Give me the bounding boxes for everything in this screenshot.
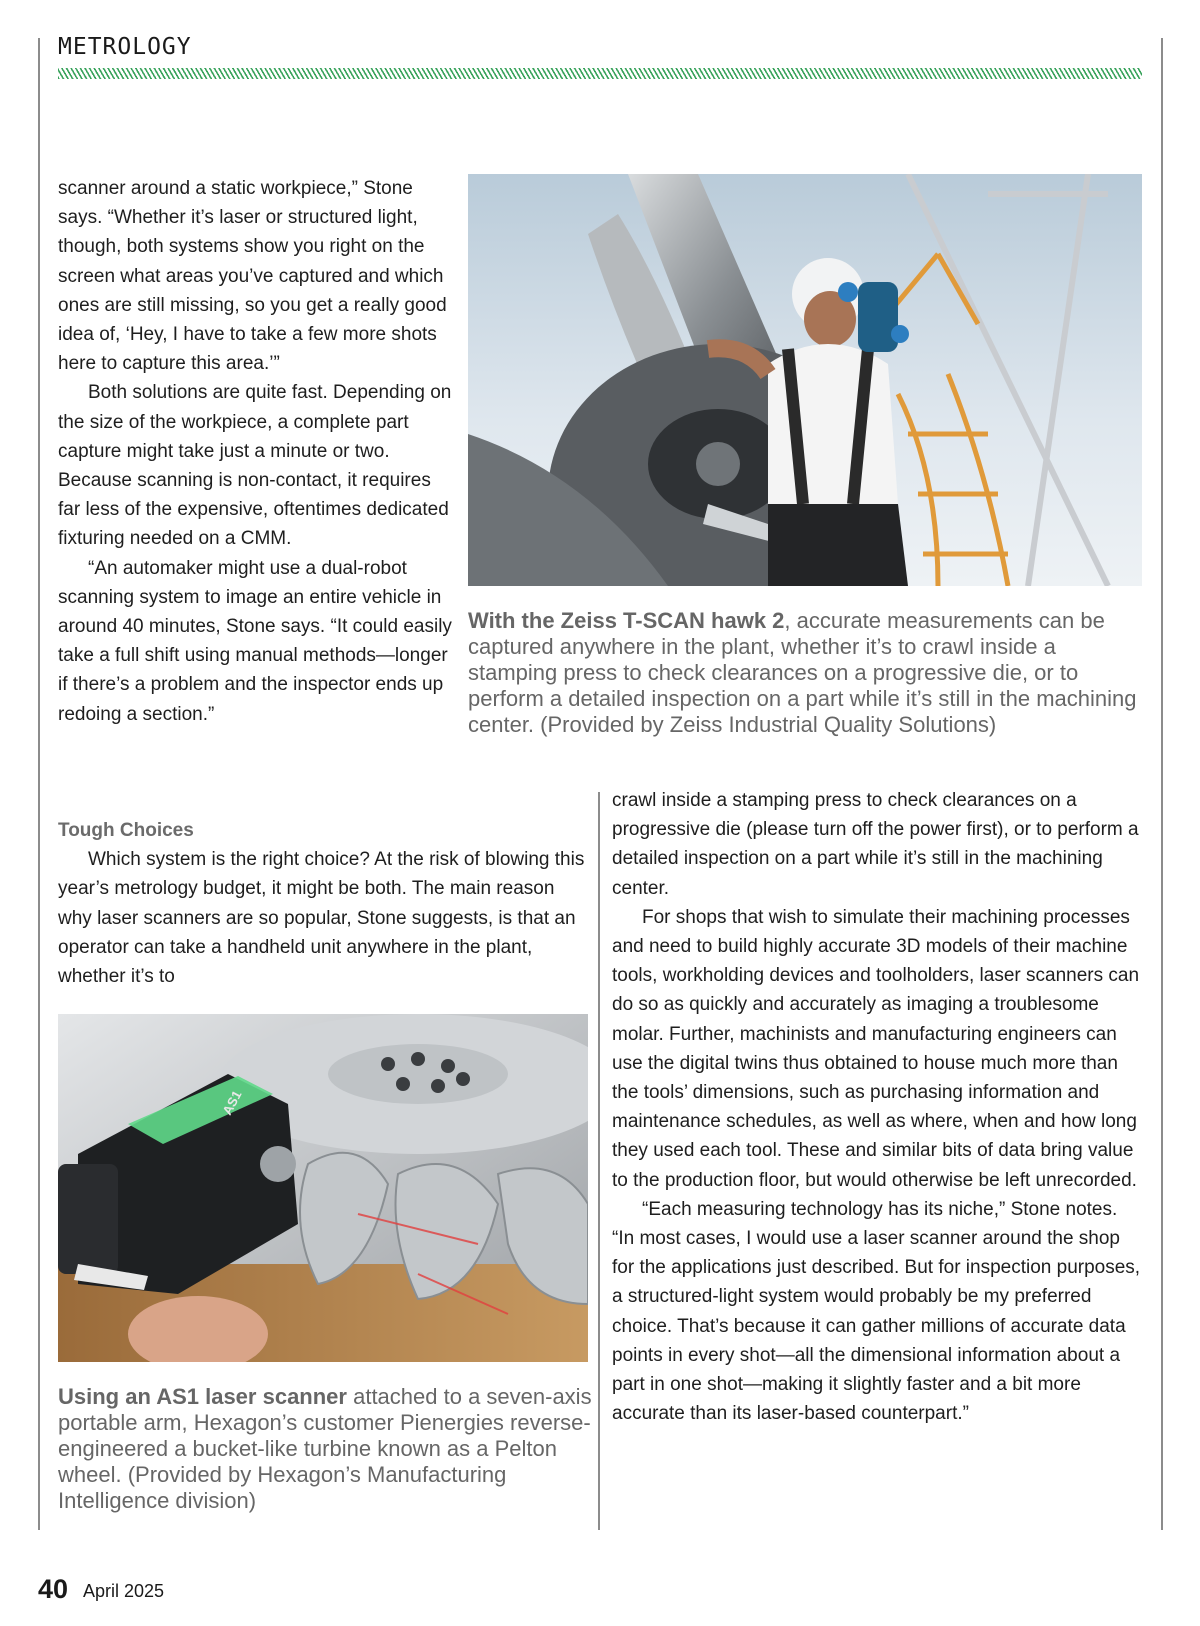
body-paragraph: For shops that wish to simulate their machining processes and need to build highly accurate 3D models of their machine tools, workholding devices and toolholders, laser scanners can do so as quickly and accurately as imaging a troublesome molar. Further, machinists and manufacturing engineers can use the digital twins thus obtained to house much more than the tools’ dimensions, such as purchasing information and maintenance schedules, as well as where, when and how long they used each tool. These and similar bits of data bring value to the production floor, but would otherwise be left unrecorded. — [612, 906, 1140, 1191]
as1-photo-caption — [58, 1384, 598, 1514]
body-paragraph: Which system is the right choice? At the risk of blowing this year’s metrology budget, it might be both. The main reason why laser scanners are so popular, Stone suggests, is that an operator can take a handheld unit anywhere in the plant, whether it’s to — [58, 849, 585, 988]
right-margin-rule — [1161, 38, 1163, 1530]
left-column-upper — [58, 174, 458, 729]
body-paragraph: “Each measuring technology has its niche,” Stone notes. “In most cases, I would use a laser scanner around the shop for the applications just described. But for inspection purposes, a structured-light system would probably be my preferred choice. That’s because it can gather millions of accurate data points in every shot—all the dimensional information about a part in one shot—making it slightly faster and a bit more accurate than its laser-based counterpart.” — [612, 1198, 1141, 1425]
body-paragraph: crawl inside a stamping press to check clearances on a progressive die (please turn off the power first), or to perform a detailed inspection on a part while it’s still in the machining center. — [612, 790, 1139, 899]
zeiss-photo-caption — [468, 608, 1148, 738]
section-heading: Tough Choices — [58, 820, 194, 841]
left-column-lower — [58, 816, 588, 991]
body-paragraph: Both solutions are quite fast. Depending on the size of the workpiece, a complete part capture might take just a minute or two. Because scanning is non-contact, it requires far less of the expensive, oftentimes dedicated fixturing needed on a CMM. — [58, 382, 452, 550]
caption-lead: With the Zeiss T-SCAN hawk 2 — [468, 608, 785, 633]
caption-lead: Using an AS1 laser scanner — [58, 1384, 347, 1409]
body-paragraph: scanner around a static workpiece,” Stone says. “Whether it’s laser or structured light, though, both systems show you right on the screen what areas you’ve captured and which ones are still missing, so you get a really good idea of, ‘Hey, I have to take a few more shots here to capture this area.’” — [58, 178, 447, 375]
header-hatch-bar — [58, 68, 1142, 79]
issue-date: April 2025 — [83, 1581, 165, 1601]
left-margin-rule — [38, 38, 40, 1530]
right-column — [612, 786, 1142, 1428]
body-paragraph: “An automaker might use a dual-robot scanning system to image an entire vehicle in around 40 minutes, Stone says. “It could easily take a full shift using manual methods—longer if there’s a problem and the inspector ends up redoing a section.” — [58, 557, 452, 725]
column-divider — [598, 792, 600, 1530]
caption-body: , accurate measurements can be captured anywhere in the plant, whether it’s to crawl inside a stamping press to check clearances on a progressive die, or to perform a detailed inspection on a part while it’s still in the machining center. (Provided by Zeiss Industrial Quality Solutions) — [468, 608, 1137, 737]
page-number: 40 — [38, 1574, 69, 1604]
as1-scanner-photo — [58, 1014, 588, 1362]
section-label: METROLOGY — [58, 34, 192, 60]
zeiss-scanner-photo — [468, 174, 1142, 586]
scanner-model-label: AS1 — [219, 1088, 245, 1118]
caption-body: attached to a seven-axis portable arm, Hexagon’s customer Pienergies reverse-engineered a bucket-like turbine known as a Pelton wheel. (Provided by Hexagon’s Manufacturing Intelligence division) — [58, 1384, 592, 1513]
